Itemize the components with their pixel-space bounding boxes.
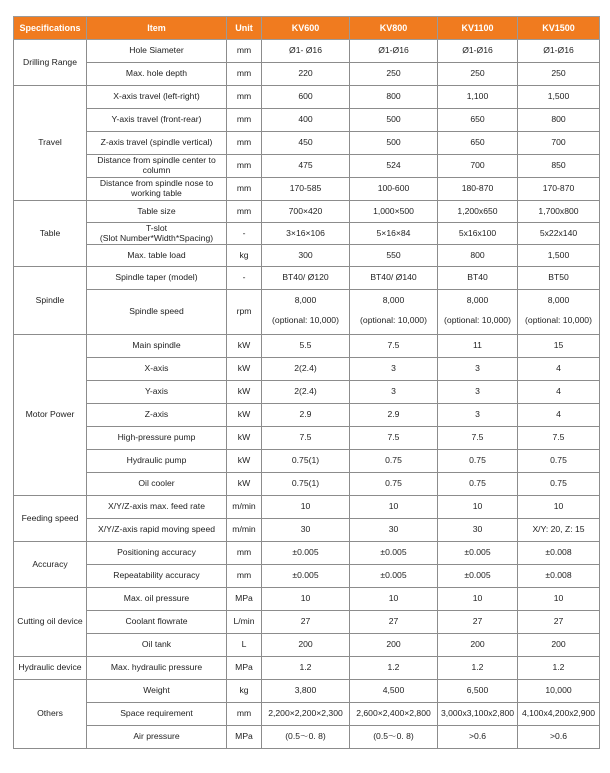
- item-cell: [87, 335, 227, 358]
- table-row: [14, 267, 600, 290]
- table-row: [14, 178, 600, 201]
- value-cell-kv1500: 5x22x140: [518, 223, 600, 245]
- item-cell: [87, 634, 227, 657]
- item-label: Table size: [137, 205, 176, 216]
- value-cell-kv600: 400: [262, 109, 350, 132]
- unit-cell: L: [227, 634, 262, 657]
- item-label: T-slot: [145, 222, 167, 233]
- unit-cell: rpm: [227, 290, 262, 335]
- value-cell-kv1500: 700: [518, 132, 600, 155]
- unit-cell: mm: [227, 201, 262, 223]
- item-label: Y-axis: [144, 386, 169, 397]
- value-cell-kv600: 10: [262, 496, 350, 519]
- value-main: 8,000: [547, 295, 570, 305]
- header-kv800: KV800: [350, 17, 438, 40]
- value-cell-kv600: 27: [262, 611, 350, 634]
- value-cell-kv1100: ±0.005: [438, 565, 518, 588]
- item-label: Spindle speed: [129, 306, 184, 317]
- item-label: Z-axis: [144, 409, 169, 420]
- value-cell-kv1100: 11: [438, 335, 518, 358]
- value-cell-kv600: Ø1- Ø16: [262, 40, 350, 63]
- value-cell-kv800: 4,500: [350, 680, 438, 703]
- table-row: [14, 473, 600, 496]
- value-cell-kv800: 524: [350, 155, 438, 178]
- table-row: [14, 634, 600, 657]
- table-row: [14, 40, 600, 63]
- value-cell-kv1500: ±0.008: [518, 565, 600, 588]
- value-cell-kv600: 10: [262, 588, 350, 611]
- item-cell: [87, 109, 227, 132]
- value-cell-kv800: ±0.005: [350, 542, 438, 565]
- table-row: [14, 201, 600, 223]
- item-cell: [87, 245, 227, 267]
- item-label: Oil cooler: [138, 478, 175, 489]
- value-cell-kv600: 5.5: [262, 335, 350, 358]
- value-cell-kv1500: 850: [518, 155, 600, 178]
- value-cell-kv1100: 1,100: [438, 86, 518, 109]
- value-cell-kv1500: 200: [518, 634, 600, 657]
- table-row: [14, 657, 600, 680]
- table-row: [14, 404, 600, 427]
- unit-cell: mm: [227, 178, 262, 201]
- value-optional: (optional: 10,000): [444, 314, 511, 325]
- unit-cell: m/min: [227, 519, 262, 542]
- value-cell-kv600: 2(2.4): [262, 381, 350, 404]
- header-unit: Unit: [227, 17, 262, 40]
- category-cell: Cutting oil device: [14, 588, 87, 657]
- category-cell: Hydraulic device: [14, 657, 87, 680]
- item-cell: [87, 132, 227, 155]
- item-cell: [87, 40, 227, 63]
- value-cell-kv1500: 1,500: [518, 245, 600, 267]
- value-cell-kv1500: 0.75: [518, 473, 600, 496]
- value-cell-kv600: 0.75(1): [262, 473, 350, 496]
- value-cell-kv1500: 4,100x4,200x2,900: [518, 703, 600, 726]
- value-cell-kv1100: 3: [438, 404, 518, 427]
- table-row: [14, 109, 600, 132]
- header-specifications: Specifications: [14, 17, 87, 40]
- item-cell: [87, 86, 227, 109]
- item-label: Max. table load: [127, 249, 186, 260]
- value-cell-kv800: 500: [350, 109, 438, 132]
- table-row: [14, 726, 600, 749]
- table-row: [14, 63, 600, 86]
- value-cell-kv1100: 30: [438, 519, 518, 542]
- value-cell-kv1100: 3: [438, 381, 518, 404]
- table-row: [14, 519, 600, 542]
- value-cell-kv600: 2,200×2,200×2,300: [262, 703, 350, 726]
- value-cell-kv600: 2.9: [262, 404, 350, 427]
- item-cell: [87, 611, 227, 634]
- category-cell: Drilling Range: [14, 40, 87, 86]
- item-cell: [87, 381, 227, 404]
- value-cell-kv600: 450: [262, 132, 350, 155]
- unit-cell: kW: [227, 358, 262, 381]
- unit-cell: kW: [227, 404, 262, 427]
- value-cell-kv1100: 10: [438, 588, 518, 611]
- item-cell: [87, 680, 227, 703]
- value-cell-kv1100: 250: [438, 63, 518, 86]
- value-cell-kv800: 2,600×2,400×2,800: [350, 703, 438, 726]
- value-cell-kv800: 0.75: [350, 450, 438, 473]
- value-cell-kv1100: BT40: [438, 267, 518, 290]
- table-row: [14, 155, 600, 178]
- unit-cell: mm: [227, 703, 262, 726]
- unit-cell: m/min: [227, 496, 262, 519]
- item-cell: [87, 473, 227, 496]
- value-cell-kv800: 10: [350, 588, 438, 611]
- unit-cell: mm: [227, 155, 262, 178]
- value-cell-kv600: ±0.005: [262, 565, 350, 588]
- value-cell-kv1500: X/Y: 20, Z: 15: [518, 519, 600, 542]
- unit-cell: kg: [227, 680, 262, 703]
- unit-cell: mm: [227, 109, 262, 132]
- value-cell-kv1500: 1,700x800: [518, 201, 600, 223]
- unit-cell: mm: [227, 40, 262, 63]
- header-kv1100: KV1100: [438, 17, 518, 40]
- value-cell-kv1100: 700: [438, 155, 518, 178]
- value-cell-kv800: 7.5: [350, 335, 438, 358]
- value-cell-kv1100: 5x16x100: [438, 223, 518, 245]
- value-cell-kv800: 30: [350, 519, 438, 542]
- value-cell-kv1100: 180-870: [438, 178, 518, 201]
- unit-cell: MPa: [227, 588, 262, 611]
- item-cell: [87, 726, 227, 749]
- table-row: [14, 703, 600, 726]
- item-cell: [87, 427, 227, 450]
- spec-table-body: [14, 40, 600, 749]
- value-cell-kv600: 475: [262, 155, 350, 178]
- value-cell-kv1500: >0.6: [518, 726, 600, 749]
- item-label: X-axis travel (left-right): [113, 91, 200, 102]
- unit-cell: L/min: [227, 611, 262, 634]
- value-optional: (optional: 10,000): [525, 314, 592, 325]
- value-main: 8,000: [466, 295, 489, 305]
- value-cell-kv800: [350, 290, 438, 335]
- value-cell-kv1100: 3,000x3,100x2,800: [438, 703, 518, 726]
- value-cell-kv800: (0.5～0. 8): [350, 726, 438, 749]
- value-cell-kv800: 100-600: [350, 178, 438, 201]
- item-label: High-pressure pump: [117, 432, 196, 443]
- value-cell-kv1500: 15: [518, 335, 600, 358]
- value-cell-kv600: 300: [262, 245, 350, 267]
- item-cell: [87, 519, 227, 542]
- item-label: Distance from spindle center to column: [97, 155, 216, 175]
- table-row: [14, 223, 600, 245]
- item-cell: [87, 178, 227, 201]
- header-row: [14, 17, 600, 40]
- value-cell-kv800: 5×16×84: [350, 223, 438, 245]
- item-label: Coolant flowrate: [125, 616, 188, 627]
- value-cell-kv1100: 0.75: [438, 473, 518, 496]
- value-cell-kv1100: 0.75: [438, 450, 518, 473]
- category-cell: Accuracy: [14, 542, 87, 588]
- value-cell-kv1100: ±0.005: [438, 542, 518, 565]
- unit-cell: mm: [227, 542, 262, 565]
- item-cell: [87, 542, 227, 565]
- value-cell-kv800: BT40/ Ø140: [350, 267, 438, 290]
- unit-cell: MPa: [227, 657, 262, 680]
- value-cell-kv600: 3×16×106: [262, 223, 350, 245]
- value-cell-kv1500: 1,500: [518, 86, 600, 109]
- item-cell: [87, 201, 227, 223]
- item-label: Main spindle: [132, 340, 181, 351]
- value-cell-kv600: 2(2.4): [262, 358, 350, 381]
- value-cell-kv800: 3: [350, 381, 438, 404]
- value-cell-kv800: 800: [350, 86, 438, 109]
- category-cell: Others: [14, 680, 87, 749]
- table-row: [14, 450, 600, 473]
- unit-cell: kW: [227, 473, 262, 496]
- value-cell-kv800: 2.9: [350, 404, 438, 427]
- unit-cell: kW: [227, 450, 262, 473]
- unit-cell: kW: [227, 335, 262, 358]
- value-cell-kv1100: 650: [438, 109, 518, 132]
- value-cell-kv1500: 4: [518, 381, 600, 404]
- value-cell-kv1100: 200: [438, 634, 518, 657]
- value-cell-kv1100: 650: [438, 132, 518, 155]
- category-cell: Motor Power: [14, 335, 87, 496]
- table-row: [14, 290, 600, 335]
- category-cell: Travel: [14, 86, 87, 201]
- item-label: Oil tank: [141, 639, 172, 650]
- value-cell-kv800: 550: [350, 245, 438, 267]
- value-cell-kv1500: BT50: [518, 267, 600, 290]
- value-cell-kv600: [262, 290, 350, 335]
- value-cell-kv600: 600: [262, 86, 350, 109]
- category-cell: Spindle: [14, 267, 87, 335]
- value-cell-kv800: 10: [350, 496, 438, 519]
- unit-cell: kW: [227, 381, 262, 404]
- unit-cell: MPa: [227, 726, 262, 749]
- item-label: Repeatability accuracy: [113, 570, 200, 581]
- item-label: Positioning accuracy: [117, 547, 196, 558]
- item-label: Space requirement: [120, 708, 193, 719]
- value-cell-kv600: 170-585: [262, 178, 350, 201]
- item-label: Y-axis travel (front-rear): [111, 114, 202, 125]
- value-cell-kv1100: 10: [438, 496, 518, 519]
- value-cell-kv600: 220: [262, 63, 350, 86]
- value-cell-kv1500: ±0.008: [518, 542, 600, 565]
- table-row: [14, 245, 600, 267]
- value-cell-kv600: BT40/ Ø120: [262, 267, 350, 290]
- item-cell: [87, 267, 227, 290]
- value-cell-kv1500: 7.5: [518, 427, 600, 450]
- value-cell-kv1500: 10: [518, 496, 600, 519]
- value-cell-kv800: Ø1-Ø16: [350, 40, 438, 63]
- value-cell-kv800: 250: [350, 63, 438, 86]
- value-cell-kv800: ±0.005: [350, 565, 438, 588]
- value-cell-kv800: 27: [350, 611, 438, 634]
- item-cell: [87, 703, 227, 726]
- value-cell-kv1500: 170-870: [518, 178, 600, 201]
- value-cell-kv600: 30: [262, 519, 350, 542]
- item-label: X/Y/Z-axis max. feed rate: [108, 501, 205, 512]
- category-cell: Table: [14, 201, 87, 267]
- table-row: [14, 86, 600, 109]
- value-cell-kv1100: Ø1-Ø16: [438, 40, 518, 63]
- header-item: Item: [87, 17, 227, 40]
- item-label: Max. hole depth: [125, 68, 188, 79]
- value-cell-kv1100: 1.2: [438, 657, 518, 680]
- item-cell: [87, 155, 227, 178]
- category-cell: Feeding speed: [14, 496, 87, 542]
- item-cell: [87, 223, 227, 245]
- item-cell: [87, 657, 227, 680]
- value-cell-kv600: 0.75(1): [262, 450, 350, 473]
- unit-cell: mm: [227, 86, 262, 109]
- value-cell-kv800: 3: [350, 358, 438, 381]
- table-row: [14, 496, 600, 519]
- value-cell-kv1500: [518, 290, 600, 335]
- table-row: [14, 588, 600, 611]
- value-main: 8,000: [294, 295, 317, 305]
- value-cell-kv1500: 0.75: [518, 450, 600, 473]
- unit-cell: kg: [227, 245, 262, 267]
- item-cell: [87, 565, 227, 588]
- header-kv1500: KV1500: [518, 17, 600, 40]
- value-cell-kv800: 500: [350, 132, 438, 155]
- table-row: [14, 132, 600, 155]
- value-cell-kv1100: 1,200x650: [438, 201, 518, 223]
- value-cell-kv600: 3,800: [262, 680, 350, 703]
- item-cell: [87, 404, 227, 427]
- table-row: [14, 542, 600, 565]
- value-cell-kv800: 7.5: [350, 427, 438, 450]
- table-row: [14, 335, 600, 358]
- value-cell-kv1100: 7.5: [438, 427, 518, 450]
- value-cell-kv1500: 1.2: [518, 657, 600, 680]
- item-label: Max. hydraulic pressure: [110, 662, 203, 673]
- item-label: X-axis: [144, 363, 169, 374]
- specifications-table: [13, 16, 600, 749]
- item-label: Air pressure: [133, 731, 180, 742]
- value-cell-kv1100: 800: [438, 245, 518, 267]
- header-kv600: KV600: [262, 17, 350, 40]
- value-cell-kv1500: 4: [518, 358, 600, 381]
- item-label: Spindle taper (model): [115, 272, 198, 283]
- value-cell-kv1500: 250: [518, 63, 600, 86]
- item-label-sub: (Slot Number*Width*Spacing): [99, 232, 214, 243]
- value-cell-kv1500: 27: [518, 611, 600, 634]
- item-cell: [87, 63, 227, 86]
- value-cell-kv1100: >0.6: [438, 726, 518, 749]
- value-cell-kv1100: [438, 290, 518, 335]
- value-cell-kv800: 1.2: [350, 657, 438, 680]
- value-cell-kv1500: 4: [518, 404, 600, 427]
- item-cell: [87, 358, 227, 381]
- unit-cell: -: [227, 267, 262, 290]
- item-label: Z-axis travel (spindle vertical): [100, 137, 213, 148]
- table-row: [14, 427, 600, 450]
- value-cell-kv1100: 3: [438, 358, 518, 381]
- table-row: [14, 680, 600, 703]
- value-cell-kv800: 200: [350, 634, 438, 657]
- value-cell-kv600: 200: [262, 634, 350, 657]
- unit-cell: mm: [227, 565, 262, 588]
- value-cell-kv600: ±0.005: [262, 542, 350, 565]
- item-label: Max. oil pressure: [123, 593, 190, 604]
- value-cell-kv1500: 10,000: [518, 680, 600, 703]
- value-main: 8,000: [382, 295, 405, 305]
- item-cell: [87, 450, 227, 473]
- table-row: [14, 611, 600, 634]
- unit-cell: mm: [227, 63, 262, 86]
- value-cell-kv600: 700×420: [262, 201, 350, 223]
- value-cell-kv1100: 6,500: [438, 680, 518, 703]
- unit-cell: mm: [227, 132, 262, 155]
- value-cell-kv800: 0.75: [350, 473, 438, 496]
- unit-cell: kW: [227, 427, 262, 450]
- item-label: X/Y/Z-axis rapid moving speed: [97, 524, 216, 535]
- value-optional: (optional: 10,000): [360, 314, 427, 325]
- item-label: Distance from spindle nose to working table: [99, 178, 214, 198]
- value-cell-kv600: (0.5～0. 8): [262, 726, 350, 749]
- item-cell: [87, 496, 227, 519]
- value-cell-kv800: 1,000×500: [350, 201, 438, 223]
- table-row: [14, 565, 600, 588]
- item-label: Hydraulic pump: [126, 455, 187, 466]
- value-cell-kv1500: Ø1-Ø16: [518, 40, 600, 63]
- item-cell: [87, 588, 227, 611]
- value-optional: (optional: 10,000): [272, 314, 339, 325]
- unit-cell: -: [227, 223, 262, 245]
- value-cell-kv1500: 800: [518, 109, 600, 132]
- item-label: Hole Siameter: [129, 45, 184, 56]
- item-label: Weight: [143, 685, 170, 696]
- value-cell-kv1500: 10: [518, 588, 600, 611]
- value-cell-kv600: 1.2: [262, 657, 350, 680]
- value-cell-kv600: 7.5: [262, 427, 350, 450]
- item-cell: [87, 290, 227, 335]
- table-row: [14, 381, 600, 404]
- table-row: [14, 358, 600, 381]
- value-cell-kv1100: 27: [438, 611, 518, 634]
